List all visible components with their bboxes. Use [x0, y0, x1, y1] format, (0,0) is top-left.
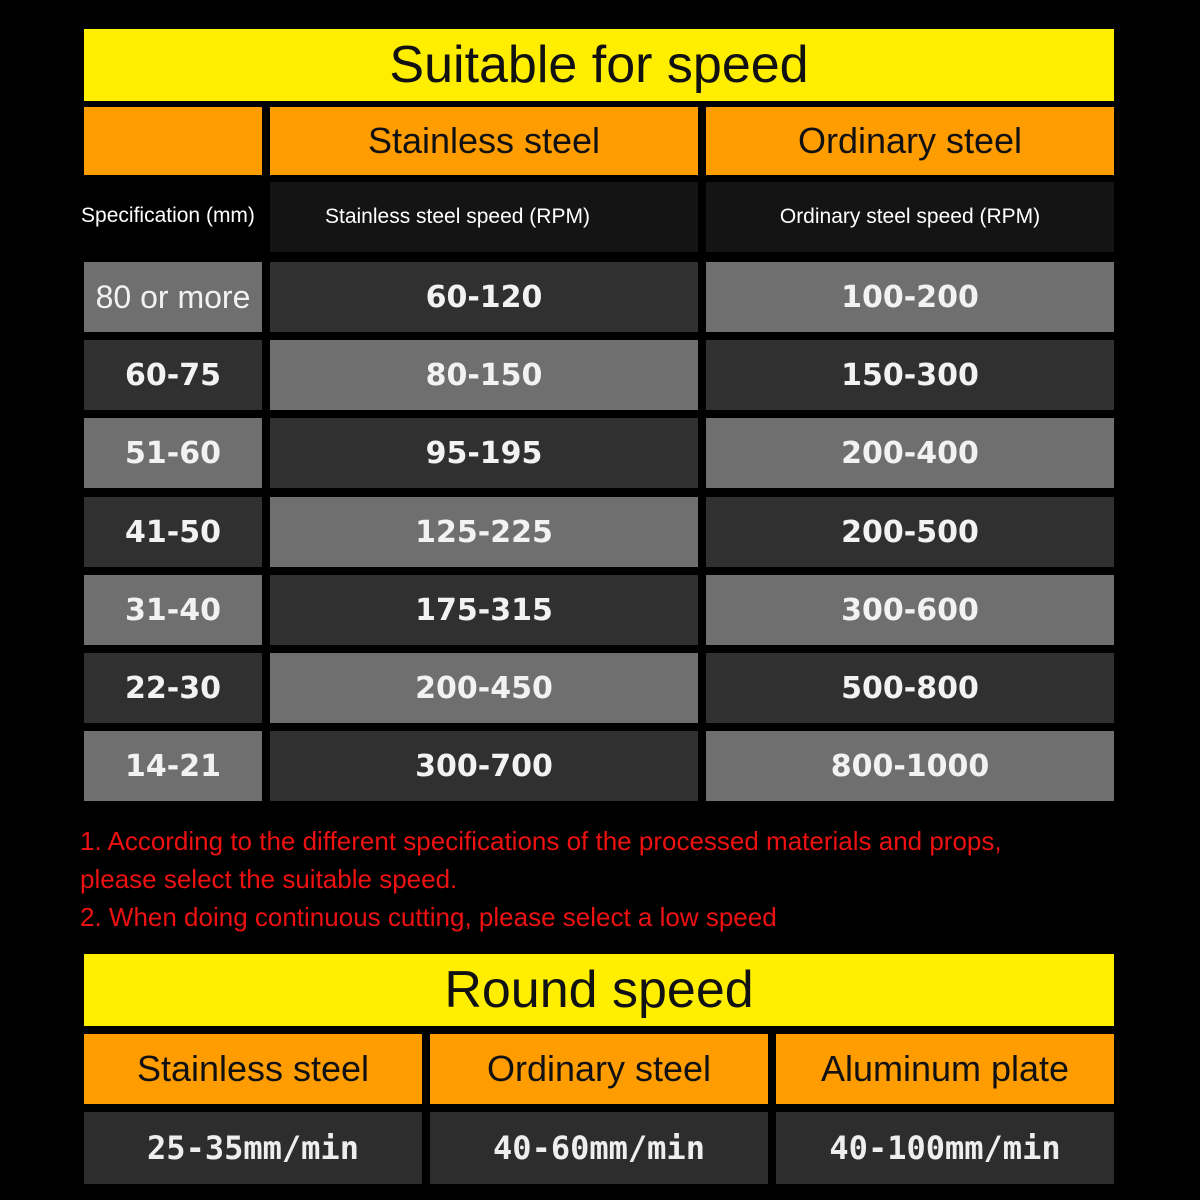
round-value-aluminum: 40-100mm/min	[776, 1112, 1114, 1184]
cell-stainless-speed-row-3: 95-195	[270, 418, 698, 488]
subheader-ordinary-speed: Ordinary steel speed (RPM)	[706, 182, 1114, 252]
cell-spec-row-1: 80 or more	[84, 262, 262, 332]
speed-table-title: Suitable for speed	[84, 29, 1114, 101]
note-line-2: please select the suitable speed.	[80, 864, 458, 894]
round-value-ordinary: 40-60mm/min	[430, 1112, 768, 1184]
note-line-3: 2. When doing continuous cutting, please select a low speed	[80, 902, 777, 932]
cell-ordinary-speed-row-7: 800-1000	[706, 731, 1114, 801]
cell-ordinary-speed-row-6: 500-800	[706, 653, 1114, 723]
header-stainless-steel: Stainless steel	[270, 107, 698, 175]
round-header-ordinary: Ordinary steel	[430, 1034, 768, 1104]
cell-spec-row-2: 60-75	[84, 340, 262, 410]
cell-stainless-speed-row-5: 175-315	[270, 575, 698, 645]
round-table-title: Round speed	[84, 954, 1114, 1026]
cell-stainless-speed-row-2: 80-150	[270, 340, 698, 410]
cell-spec-row-3: 51-60	[84, 418, 262, 488]
cell-ordinary-speed-row-4: 200-500	[706, 497, 1114, 567]
header-spec-blank	[84, 107, 262, 175]
cell-spec-row-7: 14-21	[84, 731, 262, 801]
cell-stainless-speed-row-7: 300-700	[270, 731, 698, 801]
cell-spec-row-6: 22-30	[84, 653, 262, 723]
cell-spec-row-5: 31-40	[84, 575, 262, 645]
cell-stainless-speed-row-1: 60-120	[270, 262, 698, 332]
cell-stainless-speed-row-4: 125-225	[270, 497, 698, 567]
subheader-specification: Specification (mm)	[81, 204, 255, 227]
round-header-stainless: Stainless steel	[84, 1034, 422, 1104]
cell-ordinary-speed-row-3: 200-400	[706, 418, 1114, 488]
subheader-stainless-speed: Stainless steel speed (RPM)	[270, 182, 698, 252]
header-ordinary-steel: Ordinary steel	[706, 107, 1114, 175]
cell-ordinary-speed-row-5: 300-600	[706, 575, 1114, 645]
round-header-aluminum: Aluminum plate	[776, 1034, 1114, 1104]
round-value-stainless: 25-35mm/min	[84, 1112, 422, 1184]
cell-ordinary-speed-row-2: 150-300	[706, 340, 1114, 410]
cell-stainless-speed-row-6: 200-450	[270, 653, 698, 723]
notes	[80, 822, 1160, 936]
note-line-1: 1. According to the different specifications of the processed materials and props,	[80, 826, 1002, 856]
cell-ordinary-speed-row-1: 100-200	[706, 262, 1114, 332]
cell-spec-row-4: 41-50	[84, 497, 262, 567]
